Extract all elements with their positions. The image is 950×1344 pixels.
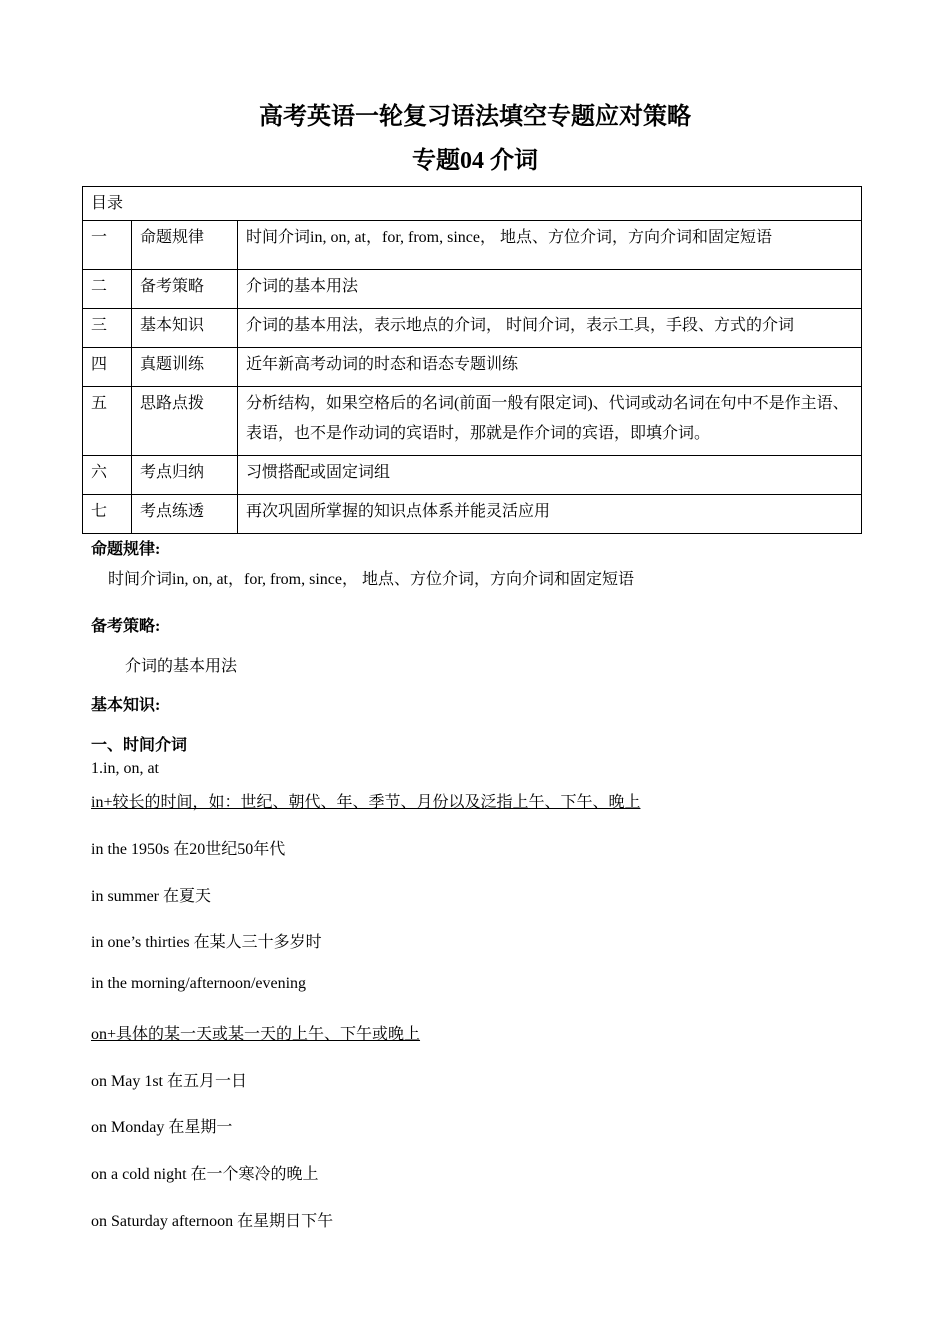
toc-row [83, 456, 862, 495]
toc-desc: 分析结构，如果空格后的名词(前面一般有限定词)、代词或动名词在句中不是作主语、表语，也不是作动词的宾语时，那就是作介词的宾语，即填介词。 [238, 387, 862, 456]
toc-desc: 再次巩固所掌握的知识点体系并能灵活应用 [238, 495, 862, 534]
example-line: on Monday 在星期一 [91, 1119, 233, 1136]
example-line: on a cold night 在一个寒冷的晚上 [91, 1166, 319, 1183]
example-line: on May 1st 在五月一日 [91, 1073, 248, 1090]
toc-desc: 时间介词in, on, at，for, from, since， 地点、方位介词，方向介词和固定短语 [238, 221, 862, 270]
toc-table [82, 186, 862, 534]
example-line: in summer 在夏天 [91, 888, 211, 905]
strategy-text: 介词的基本用法 [125, 658, 238, 675]
toc-num: 五 [83, 387, 132, 456]
toc-name: 思路点拨 [132, 387, 238, 456]
toc-header-row [83, 187, 862, 221]
toc-row [83, 309, 862, 348]
example-line: in one’s thirties 在某人三十多岁时 [91, 934, 322, 951]
toc-row [83, 270, 862, 309]
knowledge-label: 基本知识: [91, 697, 161, 714]
example-line: in the morning/afternoon/evening [91, 975, 307, 992]
toc-name: 备考策略 [132, 270, 238, 309]
toc-row [83, 221, 862, 270]
toc-row [83, 387, 862, 456]
toc-desc: 介词的基本用法，表示地点的介词， 时间介词，表示工具，手段、方式的介词 [238, 309, 862, 348]
toc-header: 目录 [83, 187, 862, 221]
toc-num: 三 [83, 309, 132, 348]
toc-num: 一 [83, 221, 132, 270]
toc-num: 七 [83, 495, 132, 534]
toc-name: 命题规律 [132, 221, 238, 270]
toc-desc: 习惯搭配或固定词组 [238, 456, 862, 495]
toc-row [83, 348, 862, 387]
toc-desc: 介词的基本用法 [238, 270, 862, 309]
toc-num: 六 [83, 456, 132, 495]
toc-name: 考点练透 [132, 495, 238, 534]
toc-name: 真题训练 [132, 348, 238, 387]
on-rule: on+具体的某一天或某一天的上午、下午或晚上 [91, 1026, 421, 1043]
toc-desc: 近年新高考动词的时态和语态专题训练 [238, 348, 862, 387]
toc-num: 四 [83, 348, 132, 387]
rule-label: 命题规律: [91, 541, 161, 558]
example-line: on Saturday afternoon 在星期日下午 [91, 1213, 334, 1230]
example-line: in the 1950s 在20世纪50年代 [91, 841, 286, 858]
toc-num: 二 [83, 270, 132, 309]
document-title: 高考英语一轮复习语法填空专题应对策略 [259, 104, 691, 130]
document-subtitle: 专题04 介词 [412, 148, 538, 174]
strategy-label: 备考策略: [91, 618, 161, 635]
toc-name: 考点归纳 [132, 456, 238, 495]
in-rule: in+较长的时间，如：世纪、朝代、年、季节、月份以及泛指上午、下午、晚上 [91, 794, 641, 811]
toc-row [83, 495, 862, 534]
toc-name: 基本知识 [132, 309, 238, 348]
subsection-heading: 1.in, on, at [91, 760, 159, 777]
rule-text: 时间介词in, on, at，for, from, since， 地点、方位介词，方向介词和固定短语 [108, 571, 634, 588]
section-heading: 一、时间介词 [91, 737, 188, 754]
